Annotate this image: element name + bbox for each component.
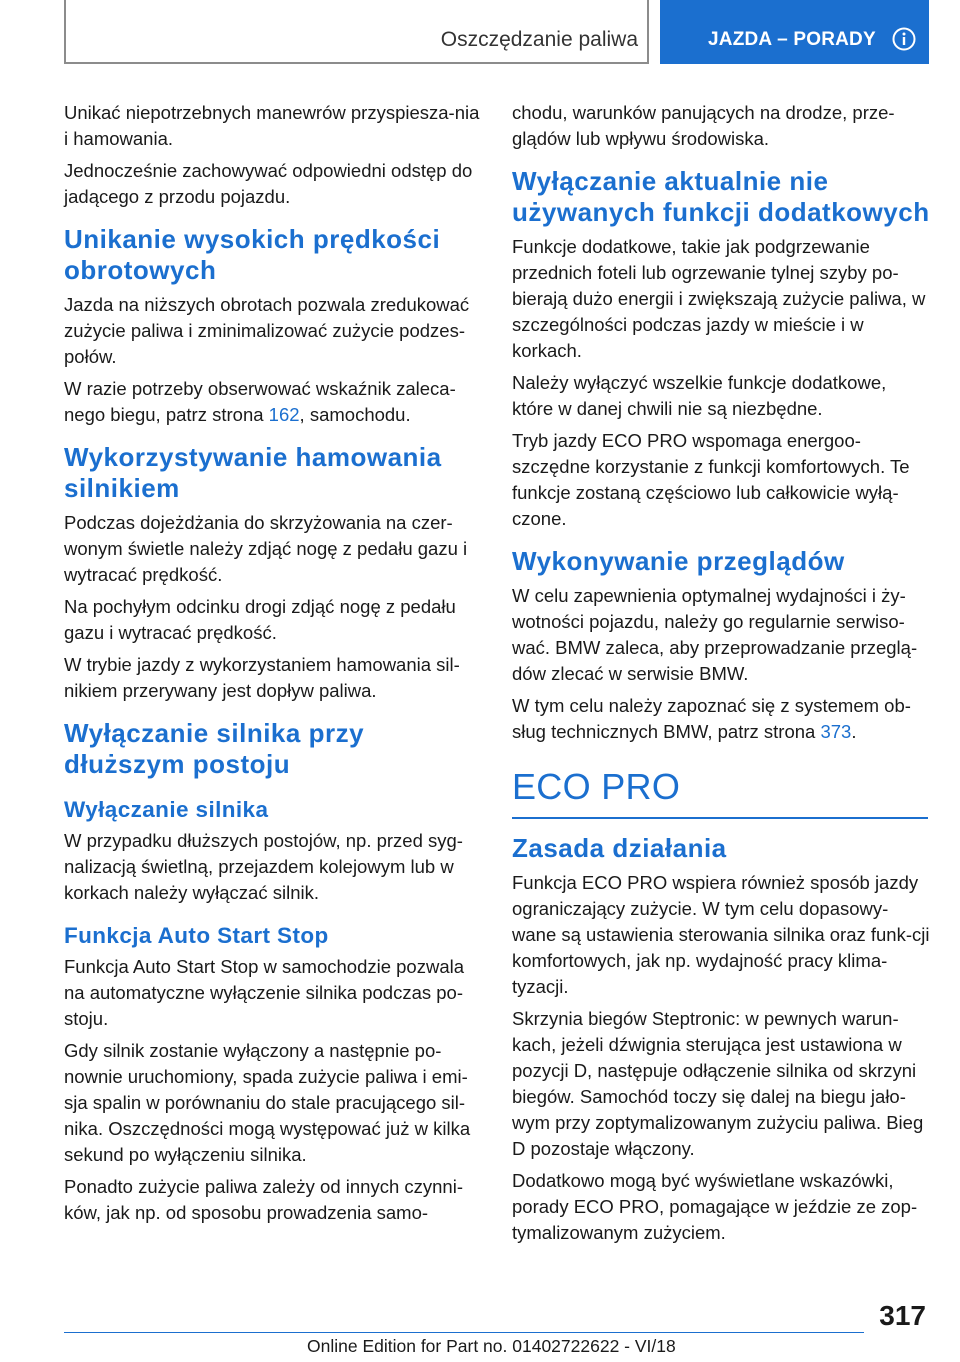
paragraph: Funkcje dodatkowe, takie jak podgrzewanie przednich foteli lub ogrzewanie tylnej szyby po-bierają dużo energii i zwiększają zużycie paliwa, w szczególności podczas jazdy w mieście i w korkach. (512, 236, 926, 361)
section-heading-service: Wykonywanie przeglądów (512, 546, 845, 576)
header-chapter-label: JAZDA – PORADY (708, 29, 876, 50)
paragraph-with-link (512, 693, 932, 745)
paragraph: Na pochyłym odcinku drogi zdjąć nogę z pedału gazu i wytracać prędkość. (64, 596, 456, 643)
text: , samochodu. (299, 404, 411, 425)
left-column (64, 100, 484, 1232)
footer-divider (64, 1332, 864, 1333)
section-heading-engine-braking: Wykorzystywanie hamowania silnikiem (64, 442, 442, 503)
page-link-373[interactable]: 373 (820, 721, 852, 742)
paragraph-with-link (64, 376, 484, 428)
text: W tym celu należy zapoznać się z systemem ob-sług technicznych BMW, patrz strona (512, 695, 911, 742)
paragraph: W trybie jazdy z wykorzystaniem hamowania sil-nikiem przerywany jest dopływ paliwa. (64, 654, 460, 701)
paragraph: Podczas dojeżdżania do skrzyżowania na czer-wonym świetle należy zdjąć nogę z pedału gazu i wytracać prędkość. (64, 512, 468, 585)
subsection-heading-engine-off: Wyłączanie silnika (64, 797, 269, 822)
paragraph: W przypadku dłuższych postojów, np. przed syg-nalizacją świetlną, przejazdem kolejowym lub w korkach należy wyłączać silnik. (64, 830, 463, 903)
paragraph: chodu, warunków panujących na drodze, prze-glądów lub wpływu środowiska. (512, 102, 895, 149)
chapter-heading-eco-pro: ECO PRO (512, 766, 681, 807)
paragraph: Funkcja Auto Start Stop w samochodzie pozwala na automatyczne wyłączenie silnika podczas po-stoju. (64, 956, 465, 1029)
subsection-heading-auto-start-stop: Funkcja Auto Start Stop (64, 923, 329, 948)
text: W razie potrzeby obserwować wskaźnik zaleca-nego biegu, patrz strona (64, 378, 456, 425)
chapter-divider (512, 817, 928, 819)
paragraph: W celu zapewnienia optymalnej wydajności i ży-wotności pojazdu, należy go regularnie serwiso-wać. BMW zaleca, aby przeprowadzanie przeglą-dów zlecać w serwisie BMW. (512, 585, 918, 684)
footer-edition-text: Online Edition for Part no. 01402722622 - VI/18 (307, 1336, 676, 1356)
section-heading-long-stop: Wyłączanie silnika przy dłuższym postoju (64, 718, 365, 779)
text: . (851, 721, 857, 742)
paragraph: Jednocześnie zachowywać odpowiedni odstęp do jadącego z przodu pojazdu. (64, 160, 473, 207)
paragraph: Funkcja ECO PRO wspiera również sposób jazdy ograniczający zużycie. W tym celu dopasowy-wane są ustawienia sterowania silnika oraz funk-cji komfortowych, jak np. wydajność pracy klima-tyzacji. (512, 872, 930, 997)
paragraph: Gdy silnik zostanie wyłączony a następnie po-nownie uruchomiony, spada zużycie paliwa i emi-sja spalin w porównaniu do stale pracującego sil-nika. Oszczędności mogą występować już w kilka sekund po wyłączeniu silnika. (64, 1040, 471, 1165)
paragraph: Unikać niepotrzebnych manewrów przyspiesza-nia i hamowania. (64, 102, 480, 149)
paragraph: Jazda na niższych obrotach pozwala zredukować zużycie paliwa i zminimalizować zużycie podzes-połów. (64, 294, 470, 367)
section-heading-rpm: Unikanie wysokich prędkości obrotowych (64, 224, 441, 285)
info-circle-icon[interactable] (892, 27, 916, 51)
paragraph: Ponadto zużycie paliwa zależy od innych czynni-ków, jak np. od sposobu prowadzenia samo- (64, 1176, 463, 1223)
paragraph: Tryb jazdy ECO PRO wspomaga energoo-szczędne korzystanie z funkcji komfortowych. Te funkcje zostaną częściowo lub całkowicie wyłą-czone. (512, 430, 910, 529)
paragraph: Należy wyłączyć wszelkie funkcje dodatkowe, które w danej chwili nie są niezbędne. (512, 372, 887, 419)
section-heading-additional-functions: Wyłączanie aktualnie nie używanych funkcji dodatkowych (512, 166, 930, 227)
header-chapter-tab[interactable] (660, 0, 929, 64)
page-number: 317 (879, 1300, 926, 1331)
paragraph: Dodatkowo mogą być wyświetlane wskazówki, porady ECO PRO, pomagające w jeździe ze zop-tymalizowanym zużyciem. (512, 1170, 918, 1243)
header-section-title: Oszczędzanie paliwa (440, 28, 638, 51)
page-link-162[interactable]: 162 (268, 404, 300, 425)
paragraph: Skrzynia biegów Steptronic: w pewnych warun-kach, jeżeli dźwignia sterująca jest ustawiona w pozycji D, następuje odłączenie silnika od skrzyni biegów. Samochód toczy się dalej na biegu jało-wym przy zoptymalizowanym zużyciu paliwa. Bieg D pozostaje włączony. (512, 1008, 924, 1159)
right-column (512, 100, 932, 1252)
section-heading-principle: Zasada działania (512, 833, 727, 863)
